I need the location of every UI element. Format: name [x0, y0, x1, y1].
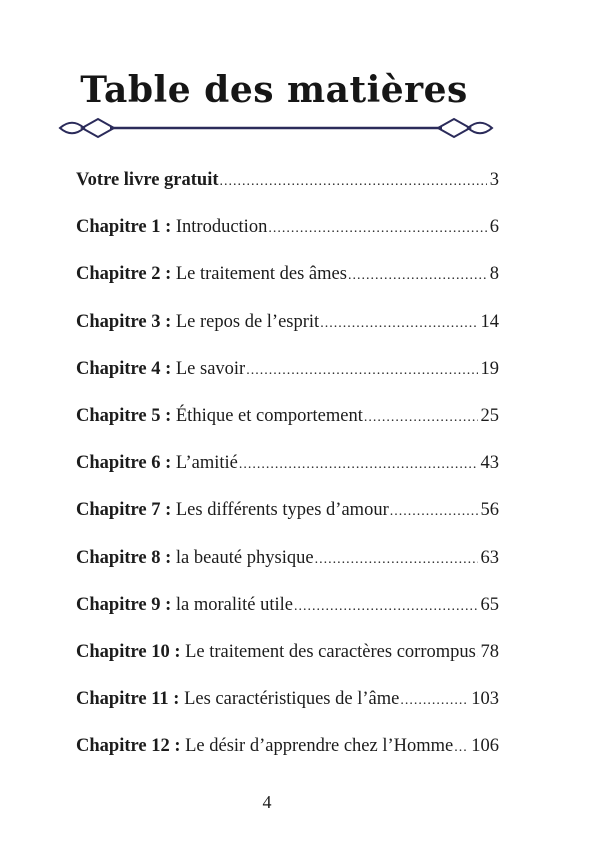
- page-number: 4: [262, 792, 272, 812]
- entry-page: 6: [489, 217, 499, 238]
- entry-prefix: Chapitre 3 :: [76, 311, 172, 332]
- entry-prefix: Chapitre 4 :: [76, 358, 172, 379]
- entry-prefix: Chapitre 2 :: [76, 264, 172, 285]
- leader-dots: [294, 599, 478, 615]
- entry-prefix: Chapitre 1 :: [76, 217, 172, 238]
- toc-entry-chapter-11[interactable]: [76, 689, 499, 736]
- entry-title: Le repos de l’esprit: [171, 311, 320, 332]
- entry-title: Introduction: [171, 217, 268, 238]
- toc-entry-chapter-8[interactable]: [76, 548, 499, 595]
- toc-entry-chapter-1[interactable]: [76, 217, 499, 264]
- entry-page: 65: [480, 594, 499, 615]
- leader-dots: [348, 268, 487, 284]
- entry-page: 19: [480, 358, 499, 379]
- leader-dots: [268, 221, 486, 237]
- leader-dots: [390, 504, 478, 520]
- entry-page: 8: [489, 264, 499, 285]
- entry-page: 103: [471, 689, 499, 710]
- entry-page: 43: [480, 453, 499, 474]
- entry-prefix: Chapitre 10 :: [76, 641, 181, 662]
- entry-title: L’amitié: [171, 453, 238, 474]
- toc-entry-chapter-4[interactable]: [76, 359, 499, 406]
- entry-page: 25: [480, 405, 499, 426]
- leader-dots: [477, 646, 478, 662]
- table-of-contents: [76, 170, 499, 783]
- leader-dots: [220, 174, 487, 190]
- entry-page: 3: [489, 170, 499, 190]
- entry-prefix: Chapitre 7 :: [76, 500, 172, 521]
- entry-page: 14: [480, 311, 499, 332]
- entry-prefix: Chapitre 8 :: [76, 547, 172, 568]
- toc-entry-chapter-7[interactable]: [76, 500, 499, 547]
- entry-prefix: Votre livre gratuit: [76, 170, 219, 190]
- entry-page: 63: [480, 547, 499, 568]
- entry-page: 78: [480, 641, 499, 662]
- toc-entry-chapter-2[interactable]: [76, 264, 499, 311]
- toc-entry-chapter-5[interactable]: [76, 406, 499, 453]
- entry-prefix: Chapitre 6 :: [76, 453, 172, 474]
- entry-page: 106: [471, 736, 499, 757]
- toc-entry-chapter-3[interactable]: [76, 312, 499, 359]
- toc-entry-chapter-12[interactable]: [76, 736, 499, 783]
- entry-title: Le savoir: [171, 358, 246, 379]
- leader-dots: [315, 552, 478, 568]
- entry-prefix: Chapitre 9 :: [76, 594, 172, 615]
- page-title: Table des matières: [80, 69, 468, 112]
- entry-title: Le traitement des âmes: [171, 264, 347, 285]
- entry-title: Le désir d’apprendre chez l’Homme: [180, 736, 454, 757]
- entry-title: la beauté physique: [171, 547, 314, 568]
- entry-title: la moralité utile: [171, 594, 293, 615]
- entry-prefix: Chapitre 11 :: [76, 689, 180, 710]
- entry-prefix: Chapitre 12 :: [76, 736, 181, 757]
- leader-dots: [320, 316, 477, 332]
- entry-title: Les caractéristiques de l’âme: [179, 689, 400, 710]
- toc-entry-chapter-9[interactable]: [76, 595, 499, 642]
- toc-entry-chapter-6[interactable]: [76, 453, 499, 500]
- leader-dots: [400, 693, 468, 709]
- entry-page: 56: [480, 500, 499, 521]
- toc-entry-chapter-10[interactable]: [76, 642, 499, 689]
- entry-prefix: Chapitre 5 :: [76, 405, 172, 426]
- entry-title: Le traitement des caractères corrompus: [180, 641, 476, 662]
- leader-dots: [239, 457, 478, 473]
- toc-entry-free-book[interactable]: [76, 170, 499, 217]
- leader-dots: [454, 740, 468, 756]
- entry-title: Les différents types d’amour: [171, 500, 389, 521]
- leader-dots: [246, 363, 477, 379]
- ornament-divider-icon: [58, 115, 494, 141]
- entry-title: Éthique et comportement: [171, 405, 363, 426]
- leader-dots: [364, 410, 478, 426]
